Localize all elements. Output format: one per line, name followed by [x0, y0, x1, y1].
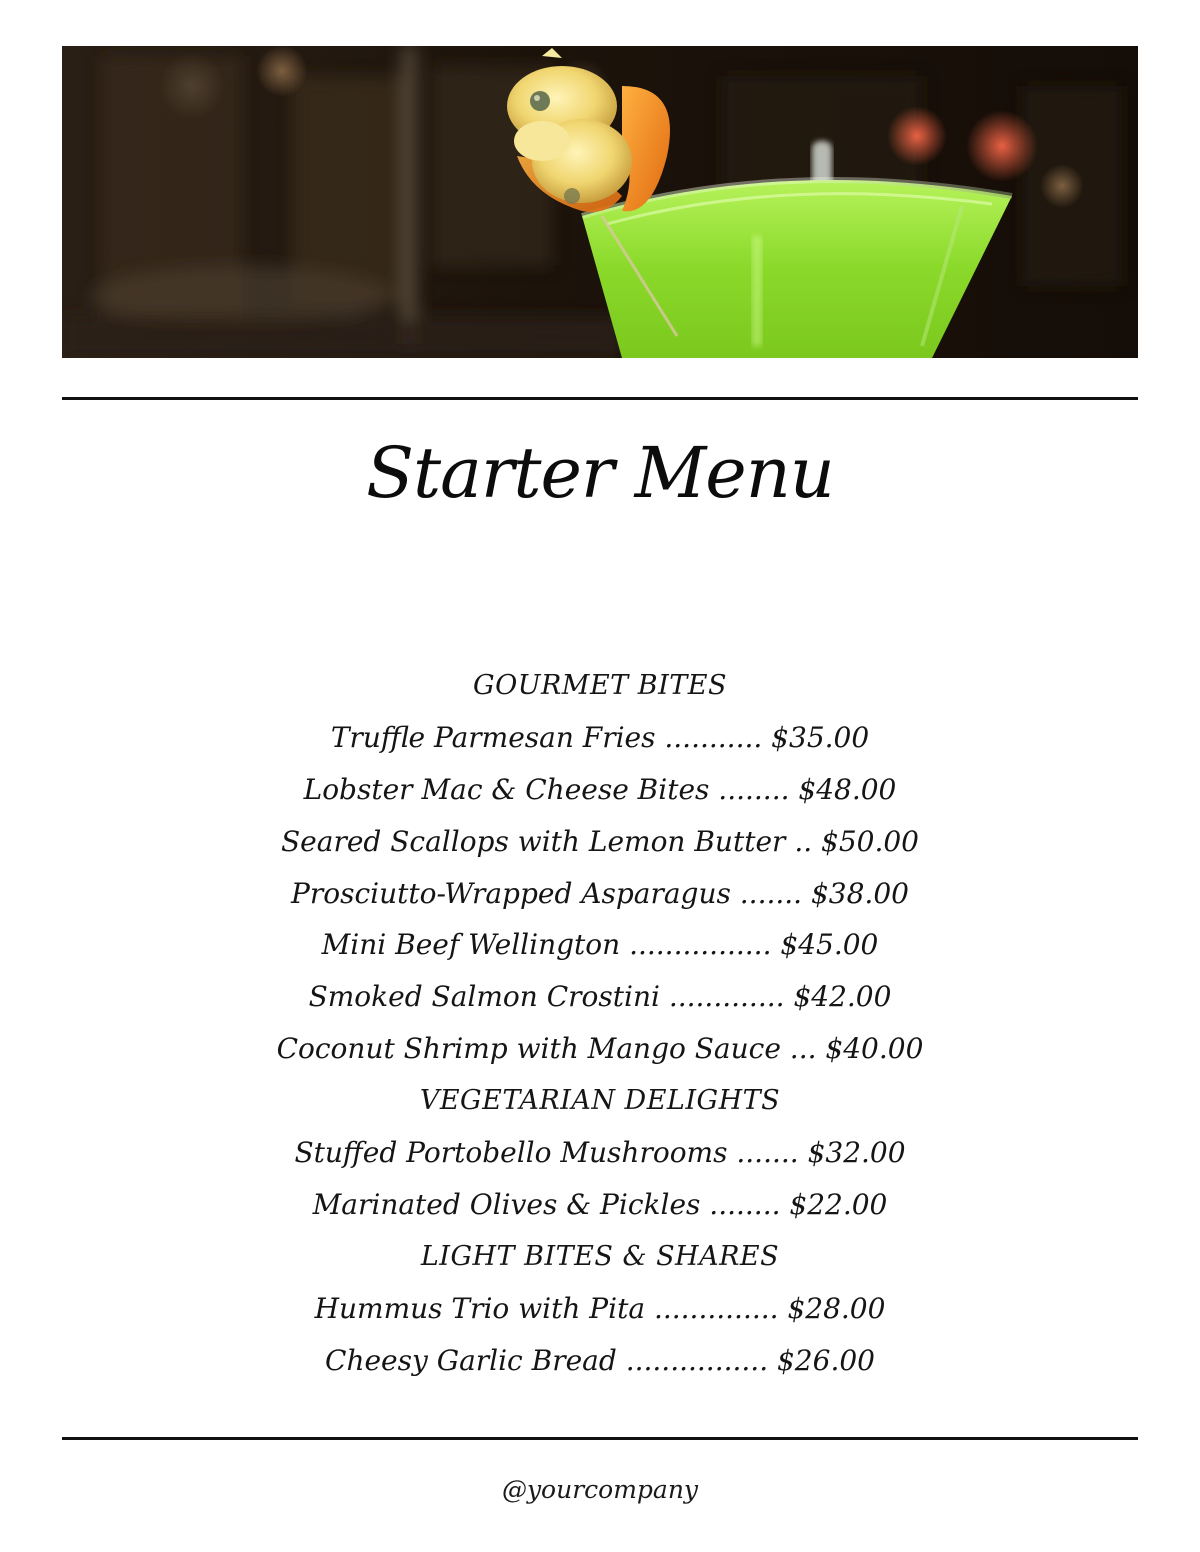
menu-item: Stuffed Portobello Mushrooms ....... $32.00	[294, 1136, 906, 1170]
menu-item: Lobster Mac & Cheese Bites ........ $48.00	[303, 772, 897, 806]
bottom-divider	[62, 1437, 1138, 1440]
top-divider	[62, 397, 1138, 400]
menu-item: Truffle Parmesan Fries ........... $35.00	[330, 720, 870, 754]
page-title: Starter Menu	[366, 432, 834, 514]
menu-item: Marinated Olives & Pickles ........ $22.00	[312, 1187, 888, 1221]
hero-cocktail-image	[62, 46, 1138, 358]
social-handle: @yourcompany	[501, 1475, 699, 1504]
menu-item: Smoked Salmon Crostini ............. $42.00	[308, 980, 892, 1014]
cocktail-photo	[62, 46, 1138, 358]
menu-item: Coconut Shrimp with Mango Sauce ... $40.00	[276, 1032, 924, 1066]
menu-item: Seared Scallops with Lemon Butter .. $50.00	[281, 824, 919, 858]
menu-item: Hummus Trio with Pita .............. $28.00	[314, 1291, 886, 1325]
section-heading-light-bites: LIGHT BITES & SHARES	[420, 1240, 780, 1272]
menu-item: Cheesy Garlic Bread ................ $26.00	[325, 1343, 875, 1377]
section-heading-vegetarian-delights: VEGETARIAN DELIGHTS	[419, 1085, 781, 1117]
menu-item: Mini Beef Wellington ................ $45.00	[321, 928, 879, 962]
menu-list	[0, 660, 1200, 1386]
menu-item: Prosciutto-Wrapped Asparagus ....... $38.00	[291, 876, 909, 910]
section-heading-gourmet-bites: GOURMET BITES	[473, 670, 727, 701]
